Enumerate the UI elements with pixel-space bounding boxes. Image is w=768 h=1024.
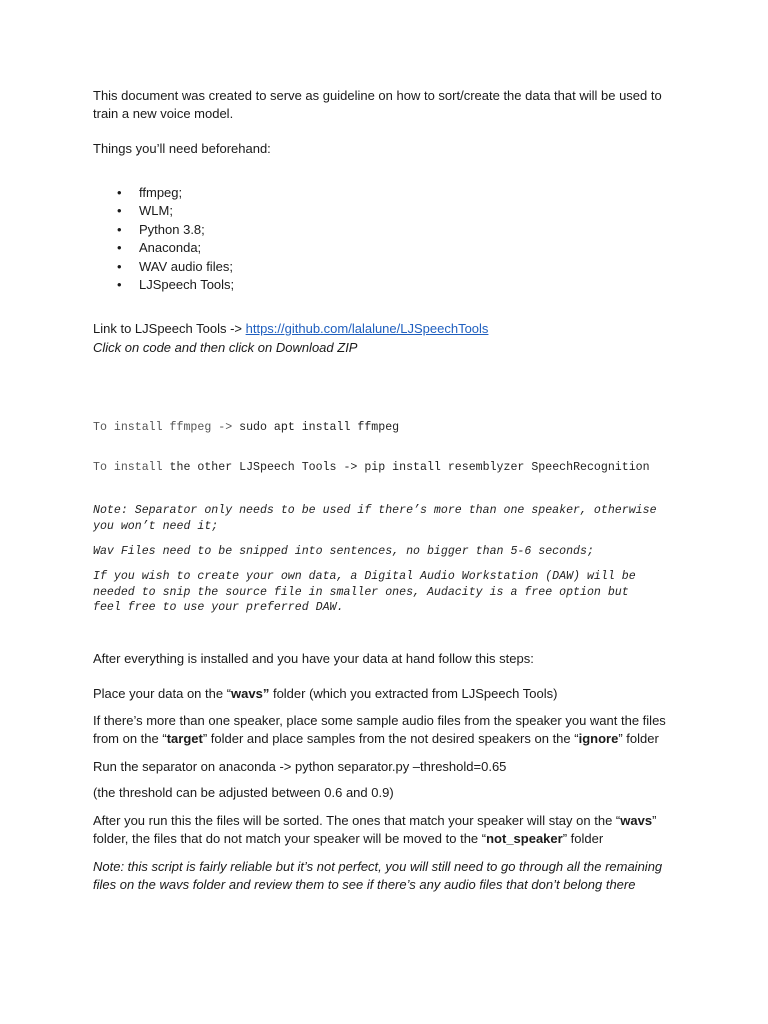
bullet-icon: • — [117, 221, 122, 237]
requirements-heading: Things you’ll need beforehand: — [93, 141, 271, 156]
list-item — [93, 202, 234, 220]
intro-paragraph — [93, 87, 683, 123]
list-item — [93, 276, 234, 294]
list-item-label: Python 3.8; — [139, 221, 205, 237]
step-speaker-line-1: If there’s more than one speaker, place some sample audio files from the speaker you want the files — [93, 713, 666, 728]
list-item-label: ffmpeg; — [139, 185, 183, 200]
list-item-label: LJSpeech Tools; — [139, 277, 235, 293]
bullet-icon: • — [117, 203, 122, 219]
list-item-label: WLM; — [139, 203, 173, 219]
step-place-data — [93, 685, 683, 703]
daw-note — [93, 569, 733, 616]
link-prefix: Link to LJSpeech Tools -> — [93, 321, 246, 336]
daw-note-line-1: If you wish to create your own data, a Digital Audio Workstation (DAW) will be — [93, 570, 636, 583]
wavs-folder-name: wavs” — [231, 686, 270, 701]
daw-note-line-3: feel free to use your preferred DAW. — [93, 601, 344, 614]
step-place-text-end: folder (which you extracted from LJSpeech Tools) — [269, 686, 558, 701]
not-speaker-folder-name: not_speaker — [486, 831, 563, 846]
list-item — [93, 221, 234, 239]
step-run-separator: Run the separator on anaconda -> python separator.py –threshold=0.65 — [93, 759, 507, 774]
link-line — [93, 320, 683, 338]
separator-note-line-1: Note: Separator only needs to be used if there’s more than one speaker, otherwise — [93, 504, 657, 517]
final-note — [93, 858, 703, 894]
separator-note — [93, 503, 733, 534]
list-item-label: Anaconda; — [139, 240, 202, 256]
github-link[interactable]: https://github.com/lalalune/LJSpeechTools — [245, 321, 489, 336]
target-folder-name: target — [166, 731, 203, 746]
intro-line-2: train a new voice model. — [93, 106, 234, 121]
steps-intro: After everything is installed and you have your data at hand follow this steps: — [93, 651, 534, 666]
install-ffmpeg-command: sudo apt install ffmpeg — [232, 421, 400, 434]
bullet-icon: • — [117, 185, 122, 200]
daw-note-line-2: needed to snip the source file in smaller ones, Audacity is a free option but — [93, 585, 629, 599]
bullet-icon: • — [117, 240, 122, 256]
sorted-text-line-2: folder, the files that do not match your speaker will be moved to the “ — [93, 831, 487, 846]
download-instruction: Click on code and then click on Download ZIP — [93, 340, 358, 355]
list-item-label: WAV audio files; — [139, 258, 233, 274]
install-ffmpeg-line — [93, 420, 713, 436]
install-tools-line — [93, 460, 733, 476]
final-note-line-1: Note: this script is fairly reliable but it’s not perfect, you will still need to go through all the remaining — [93, 859, 663, 874]
step-place-text: Place your data on the “ — [93, 686, 232, 701]
bullet-icon: • — [117, 277, 122, 293]
step-speaker-text: from on the “ — [93, 731, 167, 746]
step-speaker-text-mid: ” folder and place samples from the not desired speakers on the “ — [202, 731, 579, 746]
list-item — [93, 239, 234, 257]
wavs-folder-name: wavs — [620, 813, 653, 828]
install-tools-label: To install — [93, 461, 163, 474]
separator-note-line-2: you won’t need it; — [93, 519, 219, 533]
sorted-text: After you run this the files will be sorted. The ones that match your speaker will stay on the “ — [93, 813, 621, 828]
sorted-quote: ” — [652, 813, 657, 828]
step-sorted-result — [93, 812, 683, 848]
step-speaker-text-end: ” folder — [618, 731, 659, 746]
requirements-list — [93, 184, 234, 294]
list-item — [93, 258, 234, 276]
install-tools-command: the other LJSpeech Tools -> pip install resemblyzer SpeechRecognition — [162, 461, 650, 474]
intro-line-1: This document was created to serve as guideline on how to sort/create the data that will be used to — [93, 88, 662, 103]
bullet-icon: • — [117, 258, 122, 274]
ignore-folder-name: ignore — [578, 731, 619, 746]
sorted-text-end: ” folder — [562, 831, 604, 846]
wav-note: Wav Files need to be snipped into sentences, no bigger than 5-6 seconds; — [93, 545, 594, 558]
install-ffmpeg-label: To install ffmpeg -> — [93, 421, 233, 434]
list-item — [93, 184, 234, 202]
step-speaker-samples — [93, 712, 693, 748]
threshold-note: (the threshold can be adjusted between 0.6 and 0.9) — [93, 785, 394, 800]
final-note-line-2: files on the wavs folder and review them to see if there’s any audio files that don’t belong there — [93, 877, 636, 892]
